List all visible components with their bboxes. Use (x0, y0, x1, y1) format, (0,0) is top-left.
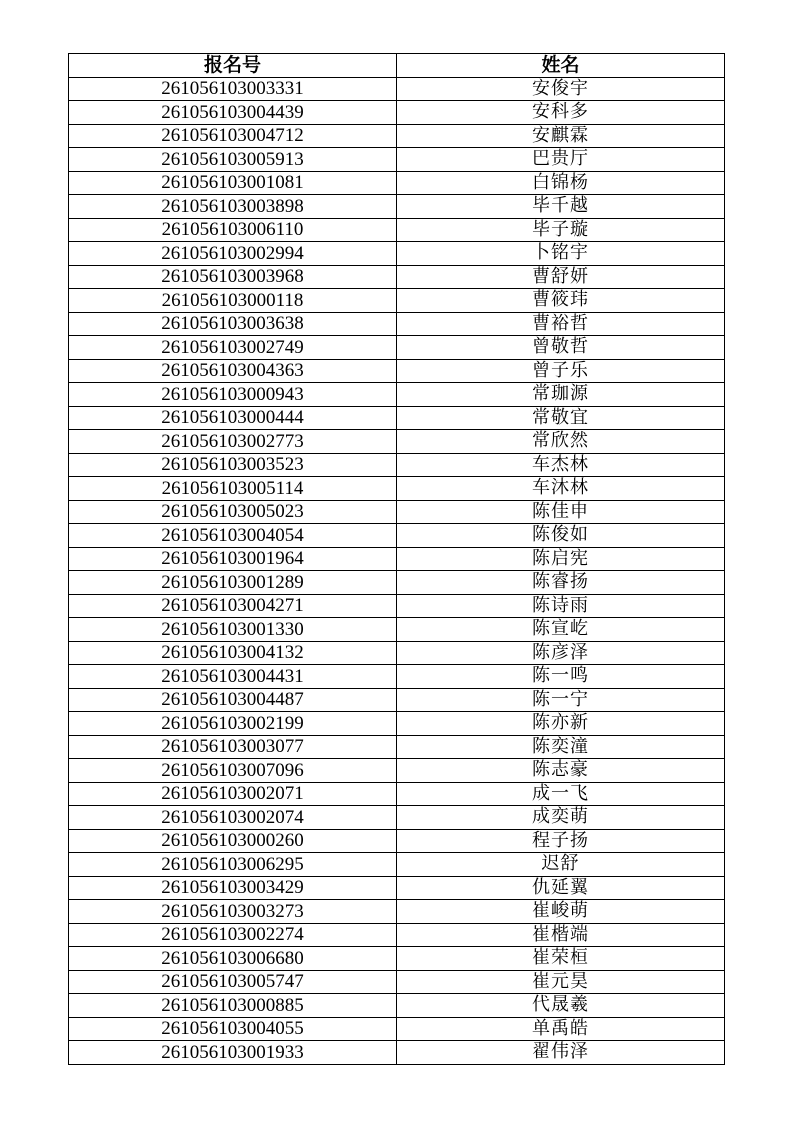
name-cell: 安科多 (397, 101, 725, 125)
name-cell: 迟舒 (397, 853, 725, 877)
header-name: 姓名 (397, 54, 725, 78)
table-row (69, 618, 725, 642)
table-row (69, 148, 725, 172)
registration-number-cell: 261056103002749 (69, 336, 397, 360)
table-row (69, 453, 725, 477)
registration-number-cell: 261056103000444 (69, 406, 397, 430)
table-row (69, 900, 725, 924)
name-cell: 陈睿扬 (397, 571, 725, 595)
registration-number-cell: 261056103001933 (69, 1041, 397, 1065)
table-header-row (69, 54, 725, 78)
name-cell: 安麒霖 (397, 124, 725, 148)
registration-number-cell: 261056103000118 (69, 289, 397, 313)
registration-number-cell: 261056103004055 (69, 1017, 397, 1041)
name-cell: 常敬宜 (397, 406, 725, 430)
name-cell: 单禹皓 (397, 1017, 725, 1041)
name-cell: 陈佳申 (397, 500, 725, 524)
registration-number-cell: 261056103004487 (69, 688, 397, 712)
registration-number-cell: 261056103002199 (69, 712, 397, 736)
name-cell: 崔峻萌 (397, 900, 725, 924)
table-row (69, 970, 725, 994)
registration-number-cell: 261056103003898 (69, 195, 397, 219)
table-row (69, 665, 725, 689)
registration-number-cell: 261056103003523 (69, 453, 397, 477)
registration-number-cell: 261056103002074 (69, 806, 397, 830)
table-row (69, 829, 725, 853)
registration-number-cell: 261056103003077 (69, 735, 397, 759)
table-row (69, 383, 725, 407)
name-cell: 翟伟泽 (397, 1041, 725, 1065)
registration-number-cell: 261056103006295 (69, 853, 397, 877)
table-row (69, 312, 725, 336)
registration-number-cell: 261056103004054 (69, 524, 397, 548)
table-row (69, 923, 725, 947)
name-cell: 常欣然 (397, 430, 725, 454)
registration-number-cell: 261056103000885 (69, 994, 397, 1018)
table-row (69, 524, 725, 548)
table-row (69, 359, 725, 383)
registration-number-cell: 261056103001964 (69, 547, 397, 571)
name-cell: 崔荣桓 (397, 947, 725, 971)
registration-number-cell: 261056103004439 (69, 101, 397, 125)
name-cell: 程子扬 (397, 829, 725, 853)
table-row (69, 500, 725, 524)
name-cell: 代晟羲 (397, 994, 725, 1018)
registration-number-cell: 261056103000943 (69, 383, 397, 407)
table-row (69, 806, 725, 830)
table-row (69, 547, 725, 571)
registration-number-cell: 261056103006680 (69, 947, 397, 971)
table-body (69, 77, 725, 1064)
name-cell: 毕子璇 (397, 218, 725, 242)
registration-number-cell: 261056103002773 (69, 430, 397, 454)
name-cell: 车杰林 (397, 453, 725, 477)
registration-number-cell: 261056103005747 (69, 970, 397, 994)
registration-number-cell: 261056103007096 (69, 759, 397, 783)
registration-number-cell: 261056103003331 (69, 77, 397, 101)
name-cell: 陈志豪 (397, 759, 725, 783)
registration-number-cell: 261056103005023 (69, 500, 397, 524)
name-cell: 崔楷端 (397, 923, 725, 947)
table-row (69, 712, 725, 736)
name-cell: 白锦杨 (397, 171, 725, 195)
table-row (69, 430, 725, 454)
registration-number-cell: 261056103001330 (69, 618, 397, 642)
name-cell: 毕千越 (397, 195, 725, 219)
table-row (69, 594, 725, 618)
table-row (69, 77, 725, 101)
name-cell: 曾敬哲 (397, 336, 725, 360)
registration-number-cell: 261056103005114 (69, 477, 397, 501)
table-row (69, 242, 725, 266)
name-cell: 曹裕哲 (397, 312, 725, 336)
table-row (69, 171, 725, 195)
table-row (69, 101, 725, 125)
registration-number-cell: 261056103004271 (69, 594, 397, 618)
registration-number-cell: 261056103001289 (69, 571, 397, 595)
table-row (69, 641, 725, 665)
name-cell: 陈诗雨 (397, 594, 725, 618)
table-row (69, 876, 725, 900)
table-row (69, 994, 725, 1018)
name-cell: 成奕萌 (397, 806, 725, 830)
name-cell: 陈一鸣 (397, 665, 725, 689)
table-row (69, 853, 725, 877)
registration-number-cell: 261056103003968 (69, 265, 397, 289)
name-cell: 常珈源 (397, 383, 725, 407)
table-row (69, 336, 725, 360)
table-row (69, 688, 725, 712)
name-cell: 曹舒妍 (397, 265, 725, 289)
table-row (69, 406, 725, 430)
table-row (69, 218, 725, 242)
name-cell: 陈启宪 (397, 547, 725, 571)
name-cell: 卜铭宇 (397, 242, 725, 266)
registration-number-cell: 261056103002994 (69, 242, 397, 266)
registration-number-cell: 261056103006110 (69, 218, 397, 242)
name-cell: 陈彦泽 (397, 641, 725, 665)
table-row (69, 571, 725, 595)
name-cell: 陈奕潼 (397, 735, 725, 759)
registration-table (68, 53, 725, 1065)
table-row (69, 265, 725, 289)
name-cell: 陈俊如 (397, 524, 725, 548)
table-row (69, 1017, 725, 1041)
registration-number-cell: 261056103003429 (69, 876, 397, 900)
name-cell: 安俊宇 (397, 77, 725, 101)
registration-number-cell: 261056103001081 (69, 171, 397, 195)
table-row (69, 195, 725, 219)
table-row (69, 124, 725, 148)
table-row (69, 782, 725, 806)
name-cell: 陈亦新 (397, 712, 725, 736)
registration-number-cell: 261056103002274 (69, 923, 397, 947)
name-cell: 巴贵厅 (397, 148, 725, 172)
table-row (69, 759, 725, 783)
registration-number-cell: 261056103000260 (69, 829, 397, 853)
registration-number-cell: 261056103004132 (69, 641, 397, 665)
name-cell: 成一飞 (397, 782, 725, 806)
table-row (69, 735, 725, 759)
name-cell: 曾子乐 (397, 359, 725, 383)
table-row (69, 289, 725, 313)
name-cell: 陈宣屹 (397, 618, 725, 642)
registration-number-cell: 261056103004712 (69, 124, 397, 148)
name-cell: 崔元昊 (397, 970, 725, 994)
name-cell: 陈一宁 (397, 688, 725, 712)
table-row (69, 477, 725, 501)
registration-number-cell: 261056103004431 (69, 665, 397, 689)
registration-number-cell: 261056103003638 (69, 312, 397, 336)
name-cell: 仇延翼 (397, 876, 725, 900)
registration-number-cell: 261056103002071 (69, 782, 397, 806)
name-cell: 曹筱玮 (397, 289, 725, 313)
registration-number-cell: 261056103004363 (69, 359, 397, 383)
table-row (69, 947, 725, 971)
header-registration-number: 报名号 (69, 54, 397, 78)
table-row (69, 1041, 725, 1065)
registration-number-cell: 261056103005913 (69, 148, 397, 172)
registration-number-cell: 261056103003273 (69, 900, 397, 924)
name-cell: 车沐林 (397, 477, 725, 501)
